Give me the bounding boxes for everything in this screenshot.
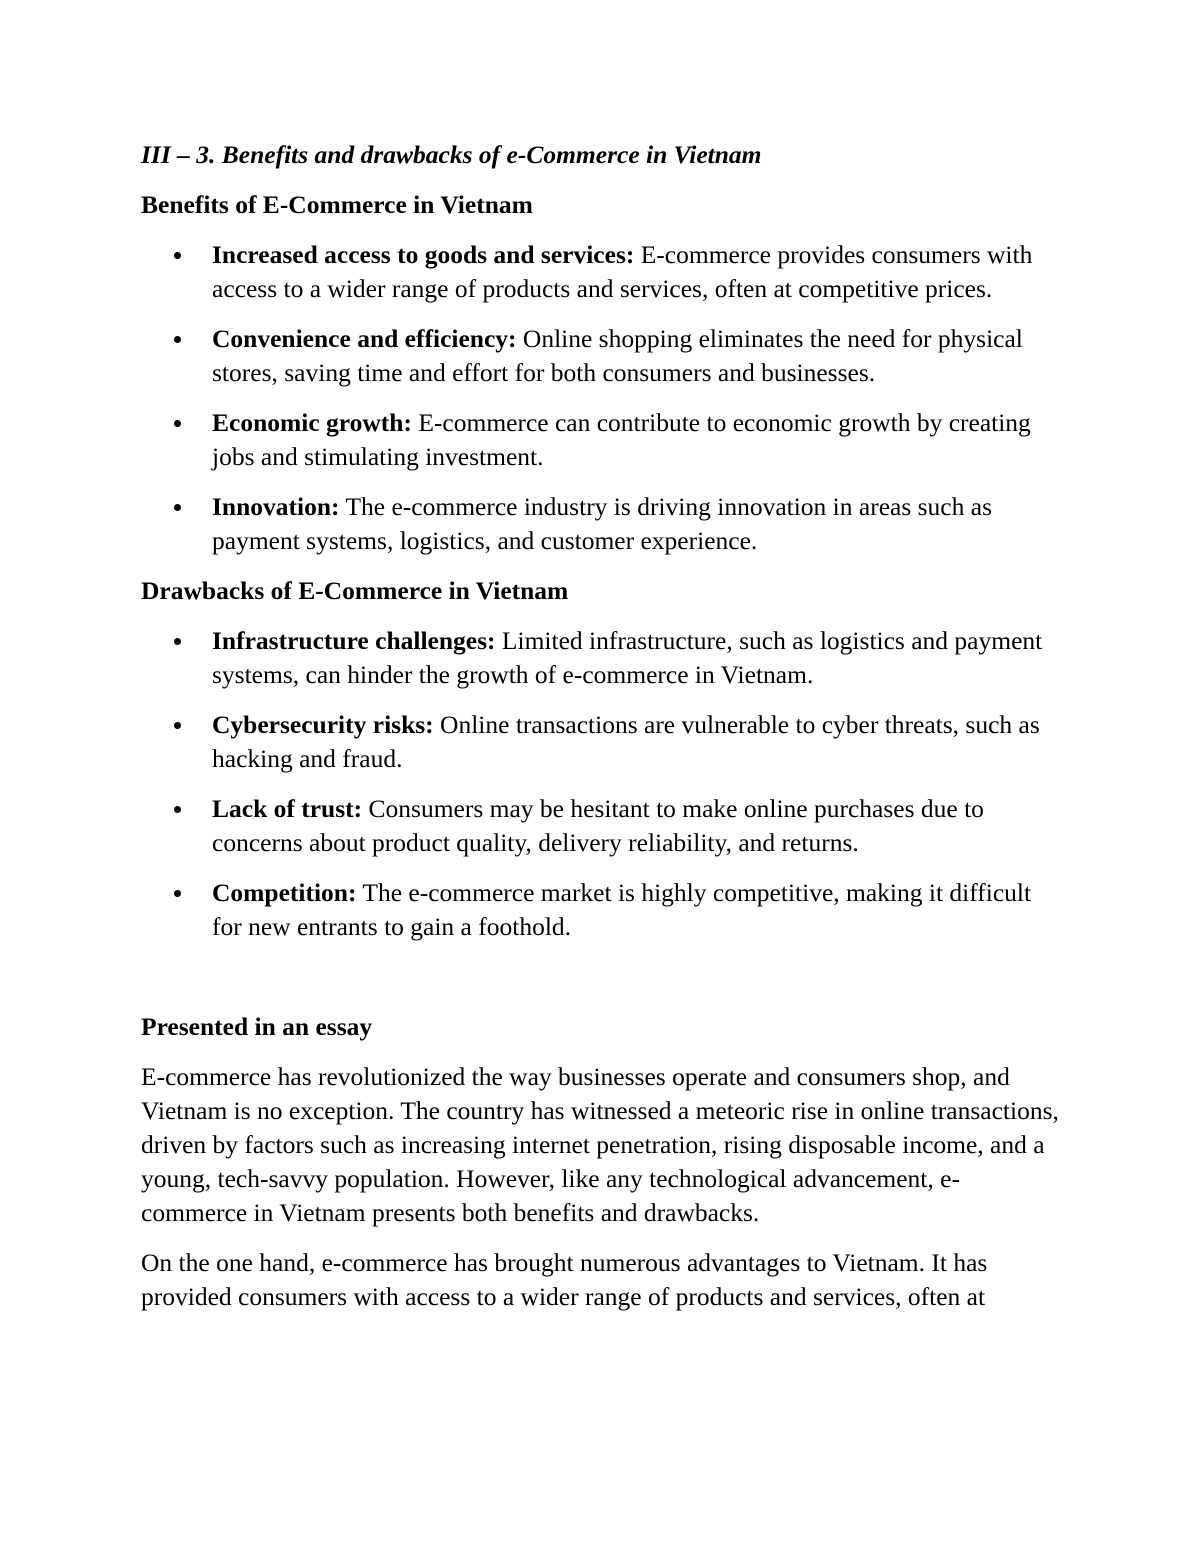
bullet-icon: [174, 420, 181, 427]
bullet-icon: [174, 252, 181, 259]
benefit-text: E-commerce can contribute to economic growth by creating jobs and stimulating investment.: [212, 408, 1031, 471]
benefit-term: Increased access to goods and services:: [212, 240, 635, 269]
benefit-text: E-commerce provides consumers with access to a wider range of products and services, often at competitive prices.: [212, 240, 1033, 303]
document-content: [141, 138, 1061, 1330]
benefit-item: [141, 490, 1061, 558]
benefit-item: [141, 322, 1061, 390]
bullet-icon: [174, 504, 181, 511]
bullet-icon: [174, 638, 181, 645]
drawback-item: [141, 708, 1061, 776]
benefit-term: Innovation:: [212, 492, 340, 521]
essay-heading: Presented in an essay: [141, 1012, 373, 1041]
drawback-term: Cybersecurity risks:: [212, 710, 434, 739]
bullet-icon: [174, 722, 181, 729]
benefit-term: Economic growth:: [212, 408, 412, 437]
drawbacks-list: [141, 624, 1061, 944]
essay-paragraph: On the one hand, e-commerce has brought numerous advantages to Vietnam. It has provided consumers with access to a wider range of products and services, often at: [141, 1248, 988, 1311]
benefit-item: [141, 406, 1061, 474]
drawback-text: The e-commerce market is highly competitive, making it difficult for new entrants to gain a foothold.: [212, 878, 1032, 941]
benefits-list: [141, 238, 1061, 558]
drawbacks-heading: Drawbacks of E-Commerce in Vietnam: [141, 576, 569, 605]
drawback-term: Infrastructure challenges:: [212, 626, 496, 655]
section-title: III – 3. Benefits and drawbacks of e-Commerce in Vietnam: [141, 140, 762, 169]
drawback-item: [141, 876, 1061, 944]
drawback-term: Competition:: [212, 878, 357, 907]
drawback-item: [141, 624, 1061, 692]
blank-line: [141, 960, 1061, 1010]
bullet-icon: [174, 336, 181, 343]
essay-paragraph: E-commerce has revolutionized the way businesses operate and consumers shop, and Vietnam is no exception. The country has witnessed a meteoric rise in online transactions, driven by factors such as increasing internet penetration, rising disposable income, and a young, tech-savvy population. However, like any technological advancement, e-commerce in Vietnam presents both benefits and drawbacks.: [141, 1062, 1059, 1227]
drawback-text: Consumers may be hesitant to make online purchases due to concerns about product quality, delivery reliability, and returns.: [212, 794, 984, 857]
drawback-term: Lack of trust:: [212, 794, 363, 823]
benefit-term: Convenience and efficiency:: [212, 324, 517, 353]
bullet-icon: [174, 890, 181, 897]
benefits-heading: Benefits of E-Commerce in Vietnam: [141, 190, 533, 219]
benefit-text: The e-commerce industry is driving innovation in areas such as payment systems, logistics, and customer experience.: [212, 492, 992, 555]
benefit-item: [141, 238, 1061, 306]
drawback-item: [141, 792, 1061, 860]
bullet-icon: [174, 806, 181, 813]
benefit-text: Online shopping eliminates the need for physical stores, saving time and effort for both consumers and businesses.: [212, 324, 1023, 387]
drawback-text: Limited infrastructure, such as logistics and payment systems, can hinder the growth of e-commerce in Vietnam.: [212, 626, 1043, 689]
drawback-text: Online transactions are vulnerable to cyber threats, such as hacking and fraud.: [212, 710, 1040, 773]
